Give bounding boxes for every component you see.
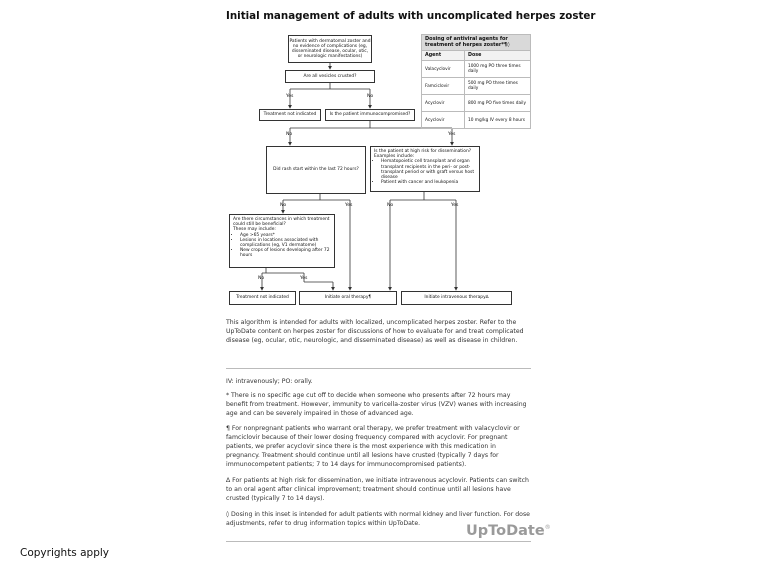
high-risk-item: • Hematopoietic cell transplant and organ transplant recipients in the peri- or post-transplant period or with graft versus host disease <box>381 159 476 180</box>
yes-label: Yes <box>286 94 294 99</box>
question-vesicles-crusted: Are all vesicles crusted? <box>285 70 375 83</box>
footnote-oral: ¶ For nonpregnant patients who warrant oral therapy, we prefer treatment with valacyclovir or famciclovir because of their lower dosing frequency compared with acyclovir. For pregnant patients, we prefer acyclovir since there is the most experience with this medication in pregnancy. Treatment should continue until all lesions have crusted (typically 7 days for immunocompetent patients; 7 to 14 days for immunocompromised patients). <box>226 425 520 469</box>
yes-label: Yes <box>345 203 353 208</box>
question-rash-72-hours: Did rash start within the last 72 hours? <box>266 146 366 194</box>
table-row: Acyclovir 10 mg/kg IV every 8 hours <box>422 112 531 129</box>
treatment-not-indicated-box-bottom: Treatment not indicated <box>229 291 296 305</box>
column-dose: Dose <box>464 51 530 61</box>
yes-label: Yes <box>448 132 456 137</box>
start-text: Patients with dermatomal zoster and no evidence of complications (eg, disseminated disease, ocular, otic, or neurologic manifestations) <box>289 38 371 60</box>
no-label: No <box>387 203 394 208</box>
footnote-iv: ∆ For patients at high risk for dissemination, we initiate intravenous acyclovir. Patients can switch to an oral agent after clinical improvement; treatment should continue until all lesions have crusted (typically 7 to 14 days). <box>226 477 529 503</box>
figure-title: Initial management of adults with uncomplicated herpes zoster <box>226 10 596 22</box>
question-treatment-beneficial: Are there circumstances in which treatment could still be beneficial? These may include: • Age >65 years* • Lesions in locations associated with complications (eg, V1 dermatome) • New crops of lesions developing after 72 hours <box>229 214 335 268</box>
no-label: No <box>367 94 374 99</box>
copyright-notice: Copyrights apply <box>20 547 110 559</box>
divider <box>226 541 531 542</box>
column-agent: Agent <box>422 51 465 61</box>
abbreviations: IV: intravenously; PO: orally. <box>226 378 313 385</box>
table-row: Famciclovir 500 mg PO three times daily <box>422 78 531 95</box>
benefit-item: • Age >65 years* <box>240 233 331 238</box>
footnote-dosing: ◊ Dosing in this inset is intended for adult patients with normal kidney and liver function. For dose adjustments, refer to drug information topics within UpToDate. <box>226 511 530 528</box>
benefit-item: • New crops of lesions developing after 72 hours <box>240 248 331 258</box>
footnote-age: * There is no specific age cut off to decide when someone who presents after 72 hours may benefit from treatment. However, immunity to varicella-zoster virus (VZV) wanes with increasing age and can be severely impaired in those of advanced age. <box>226 392 527 418</box>
high-risk-item: • Patient with cancer and leukopenia <box>381 180 476 185</box>
benefit-item: • Lesions in locations associated with complications (eg, V1 dermatome) <box>240 238 331 248</box>
treatment-not-indicated-box-top: Treatment not indicated <box>259 109 321 121</box>
no-label: No <box>280 203 287 208</box>
question-immunocompromised: Is the patient immunocompromised? <box>325 109 415 121</box>
no-label: No <box>258 276 265 281</box>
initiate-oral-therapy-box: Initiate oral therapy¶ <box>299 291 397 305</box>
dosing-table <box>421 34 531 129</box>
initiate-iv-therapy-box: Initiate intravenous therapy∆ <box>401 291 512 305</box>
dosing-caption: Dosing of antiviral agents for treatment of herpes zoster*¶◊ <box>422 35 531 51</box>
table-row: Valacyclovir 1000 mg PO three times daily <box>422 61 531 78</box>
table-row: Acyclovir 800 mg PO five times daily <box>422 95 531 112</box>
divider <box>226 368 531 369</box>
yes-label: Yes <box>451 203 459 208</box>
uptodate-logo: UpToDate® <box>466 523 551 539</box>
question-high-risk-dissemination: Is the patient at high risk for dissemination? Examples include: • Hematopoietic cell transplant and organ transplant recipients in the peri- or post-transplant period or with graft versus host disease • Patient with cancer and leukopenia <box>370 146 480 192</box>
no-label: No <box>286 132 293 137</box>
intro-note: This algorithm is intended for adults with localized, uncomplicated herpes zoster. Refer to the UpToDate content on herpes zoster for discussions of how to evaluate for and treat complicated disease (eg, ocular, otic, neurologic, and disseminated disease) as well as disease in children. <box>226 319 524 345</box>
yes-label: Yes <box>300 276 308 281</box>
start-box <box>288 35 372 63</box>
